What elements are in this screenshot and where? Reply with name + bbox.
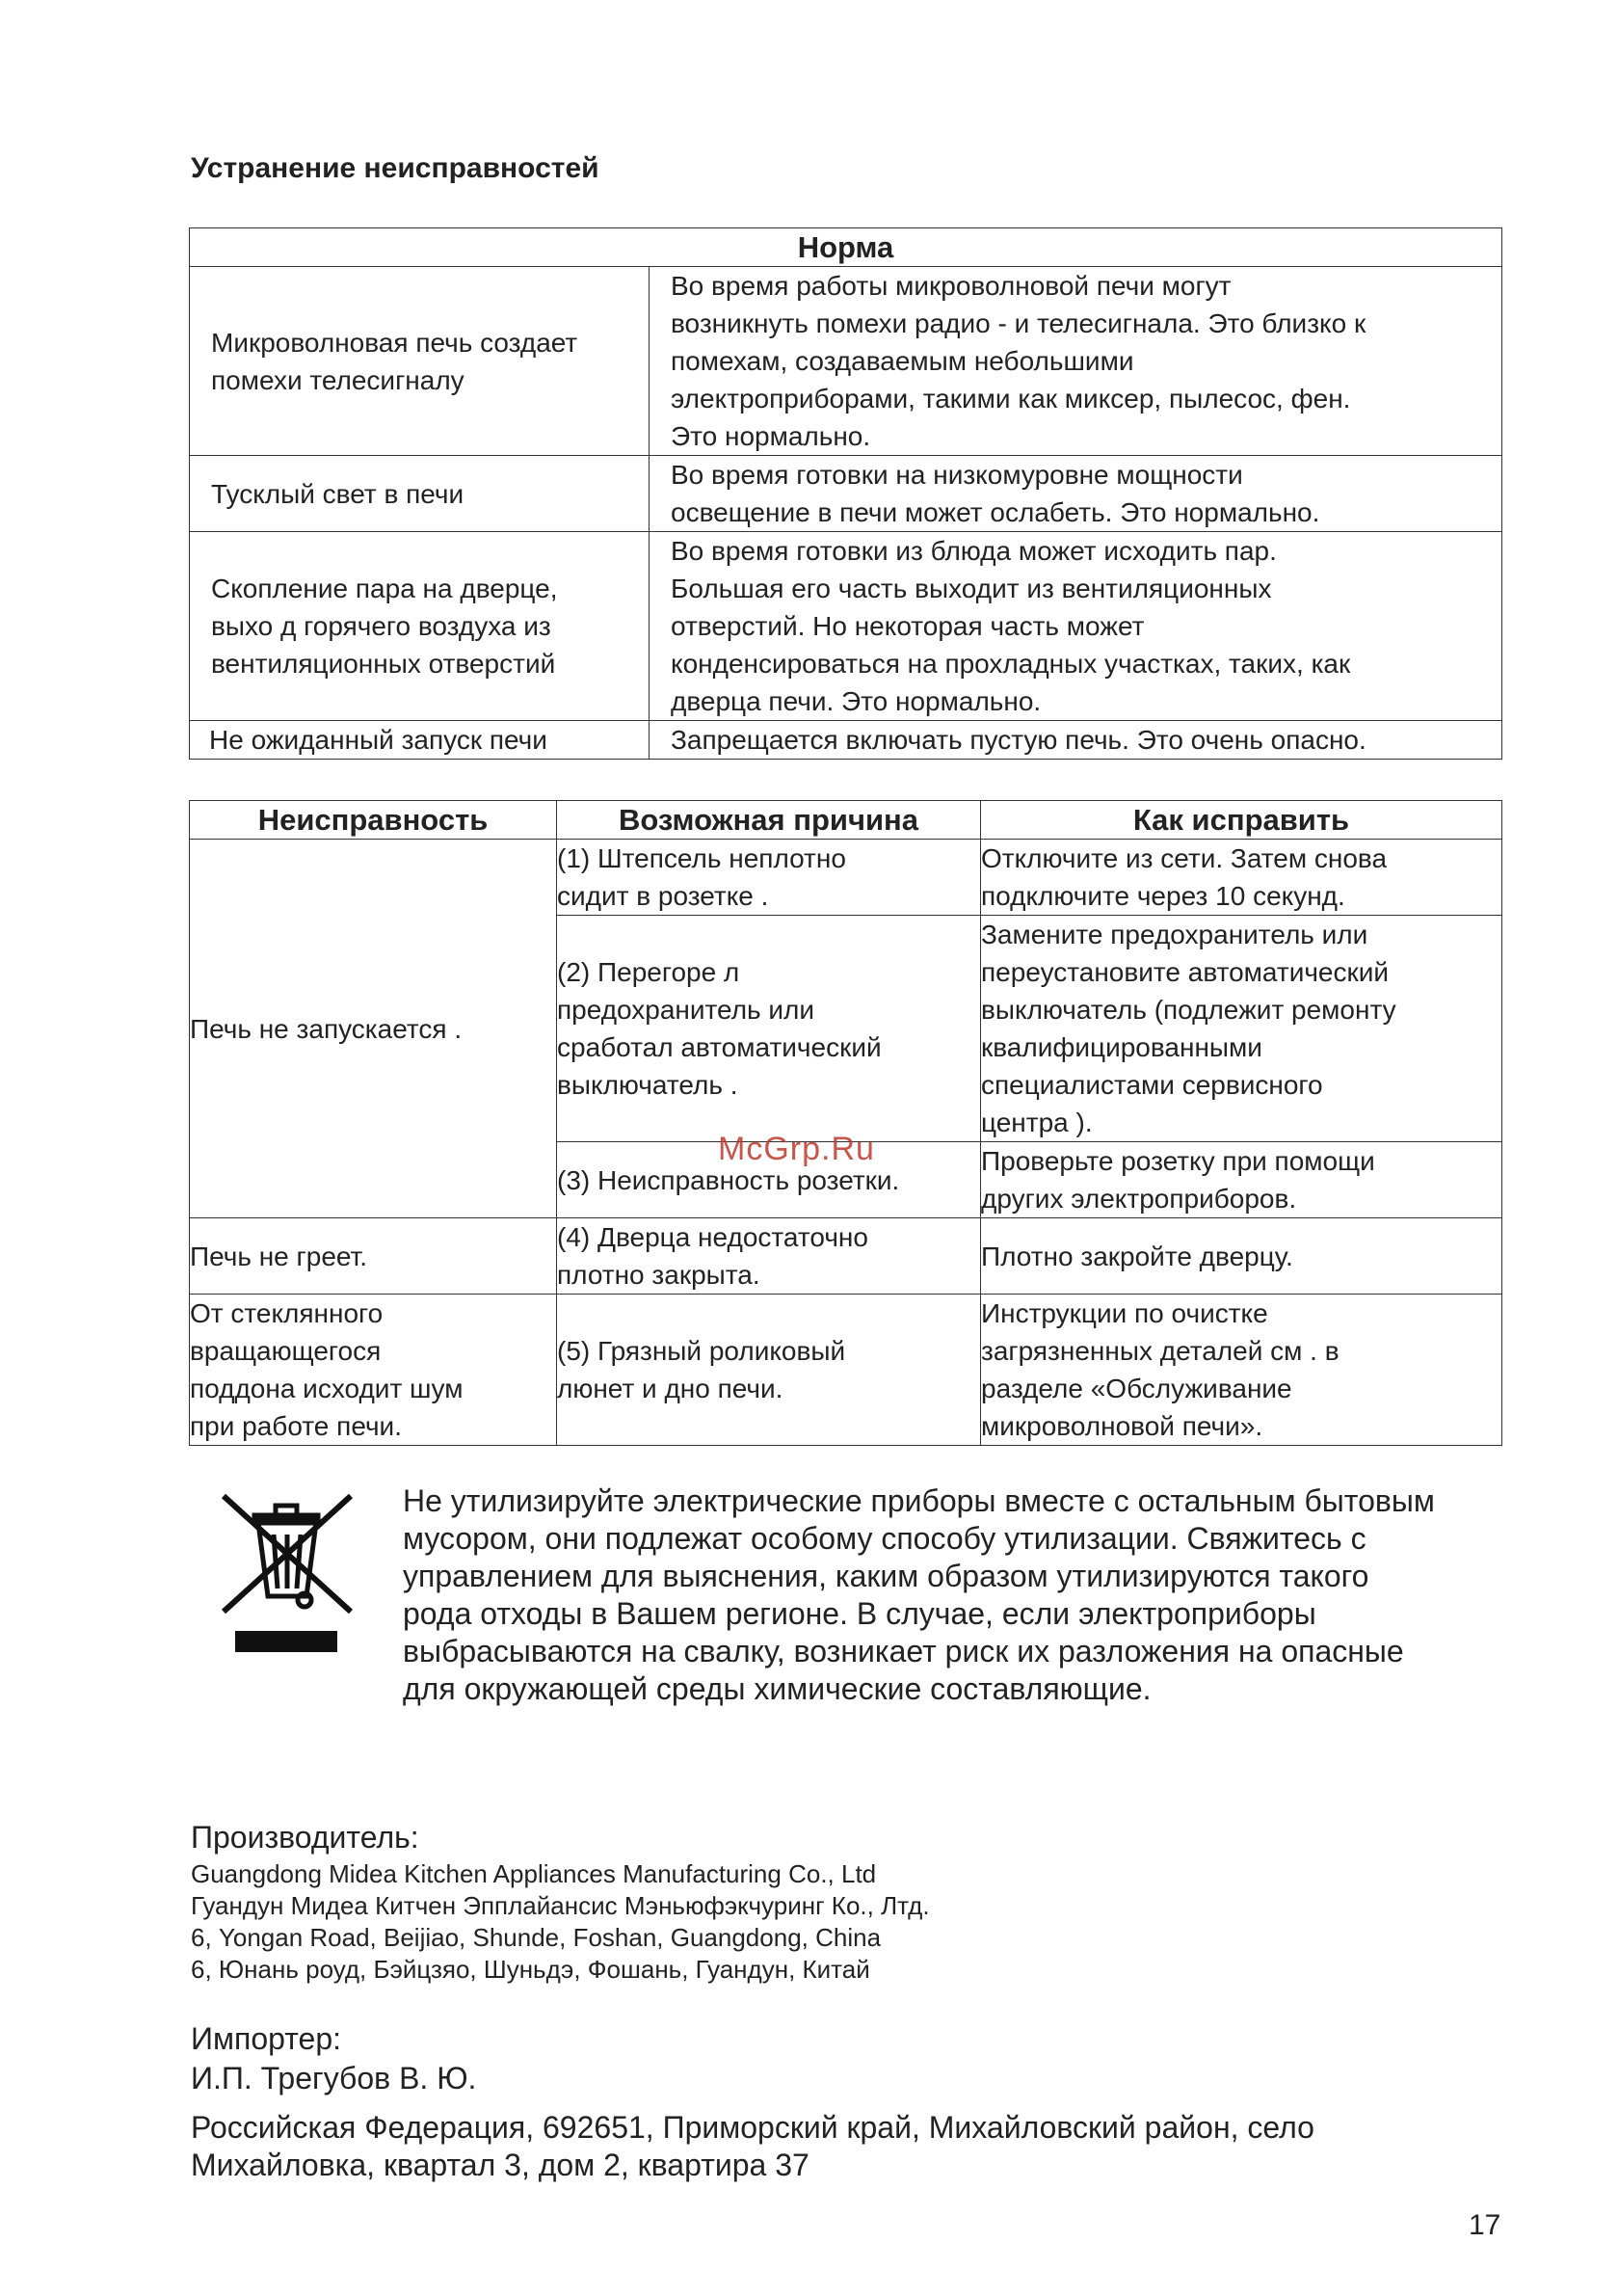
manufacturer-label: Производитель: [191,1820,419,1855]
table-row [190,1295,1502,1446]
fix-cell: Инструкции по очистке загрязненных деталей см . в разделе «Обслуживание микроволновой печи». [981,1295,1502,1446]
crossed-out-wheelie-bin-icon [220,1492,355,1658]
cause-cell: (4) Дверца недостаточно плотно закрыта. [557,1218,981,1295]
recycle-notice: Не утилизируйте электрические приборы вместе с остальным бытовым мусором, они подлежат особому способу утилизации. Свяжитесь с управлением для выяснения, каким образом утилизируются такого рода отходы в Вашем регионе. В случае, если электроприборы выбрасываются на свалку, возникает риск их разложения на опасные для окружающей среды химические составляющие. [403,1483,1435,1706]
header-cause: Возможная причина [557,801,981,840]
table-row [190,1218,1502,1295]
norm-issue: Микроволновая печь создает помехи телесигналу [190,267,650,456]
importer-name: И.П. Трегубов В. Ю. [191,2061,477,2096]
norm-explanation: Во время готовки на низкомуровне мощности освещение в печи может ослабеть. Это нормально. [650,456,1502,532]
problem-cell: От стеклянного вращающегося поддона исходит шум при работе печи. [190,1295,557,1446]
cause-cell: (2) Перегоре л предохранитель или сработал автоматический выключатель . [557,916,981,1142]
table-header-row [190,228,1502,267]
norm-explanation: Во время готовки из блюда может исходить пар. Большая его часть выходит из вентиляционных отверстий. Но некоторая часть может конденсироваться на прохладных участках, таких, как дверца печи. Это нормально. [650,532,1502,721]
fix-cell: Проверьте розетку при помощи других электроприборов. [981,1142,1502,1218]
header-problem: Неисправность [190,801,557,840]
manufacturer-details: Guangdong Midea Kitchen Appliances Manufacturing Co., Ltd Гуандун Мидеа Китчен Эпплайансис Мэньюфэкчуринг Ко., Лтд. 6, Yongan Road, Beijiao, Shunde, Foshan, Guangdong, China 6, Юнань роуд, Бэйцзяо, Шуньдэ, Фошань, Гуандун, Китай [191,1859,930,1984]
cause-cell: (5) Грязный роликовый люнет и дно печи. [557,1295,981,1446]
table-row [190,840,1502,916]
watermark: McGrp.Ru [718,1131,875,1167]
norm-issue: Не ожиданный запуск печи [190,721,650,760]
problem-cell: Печь не запускается . [190,840,557,1218]
cause-cell: (1) Штепсель неплотно сидит в розетке . [557,840,981,916]
cause-cell: (3) Неисправность розетки. [557,1142,981,1218]
table-row [190,456,1502,532]
header-fix: Как исправить [981,801,1502,840]
table-row [190,267,1502,456]
norm-issue: Скопление пара на дверце, выхо д горячего воздуха из вентиляционных отверстий [190,532,650,721]
page-number: 17 [1469,2209,1501,2241]
norm-explanation: Во время работы микроволновой печи могут возникнуть помехи радио - и телесигнала. Это близко к помехам, создаваемым небольшими электроприборами, такими как миксер, пылесос, фен. Это нормально. [650,267,1502,456]
table-row [190,721,1502,760]
problem-cell: Печь не греет. [190,1218,557,1295]
troubleshooting-table [189,800,1502,1446]
norm-header: Норма [190,228,1502,267]
importer-label: Импортер: [191,2021,341,2056]
fix-cell: Плотно закройте дверцу. [981,1218,1502,1295]
normal-behaviour-table [189,227,1502,760]
table-header-row [190,801,1502,840]
fix-cell: Замените предохранитель или переустановите автоматический выключатель (подлежит ремонту квалифицированными специалистами сервисного центра ). [981,916,1502,1142]
fix-cell: Отключите из сети. Затем снова подключите через 10 секунд. [981,840,1502,916]
norm-issue: Тусклый свет в печи [190,456,650,532]
table-row [190,532,1502,721]
page-title: Устранение неисправностей [191,152,599,184]
importer-address: Российская Федерация, 692651, Приморский край, Михайловский район, село Михайловка, квартал 3, дом 2, квартира 37 [191,2110,1314,2182]
norm-explanation: Запрещается включать пустую печь. Это очень опасно. [650,721,1502,760]
